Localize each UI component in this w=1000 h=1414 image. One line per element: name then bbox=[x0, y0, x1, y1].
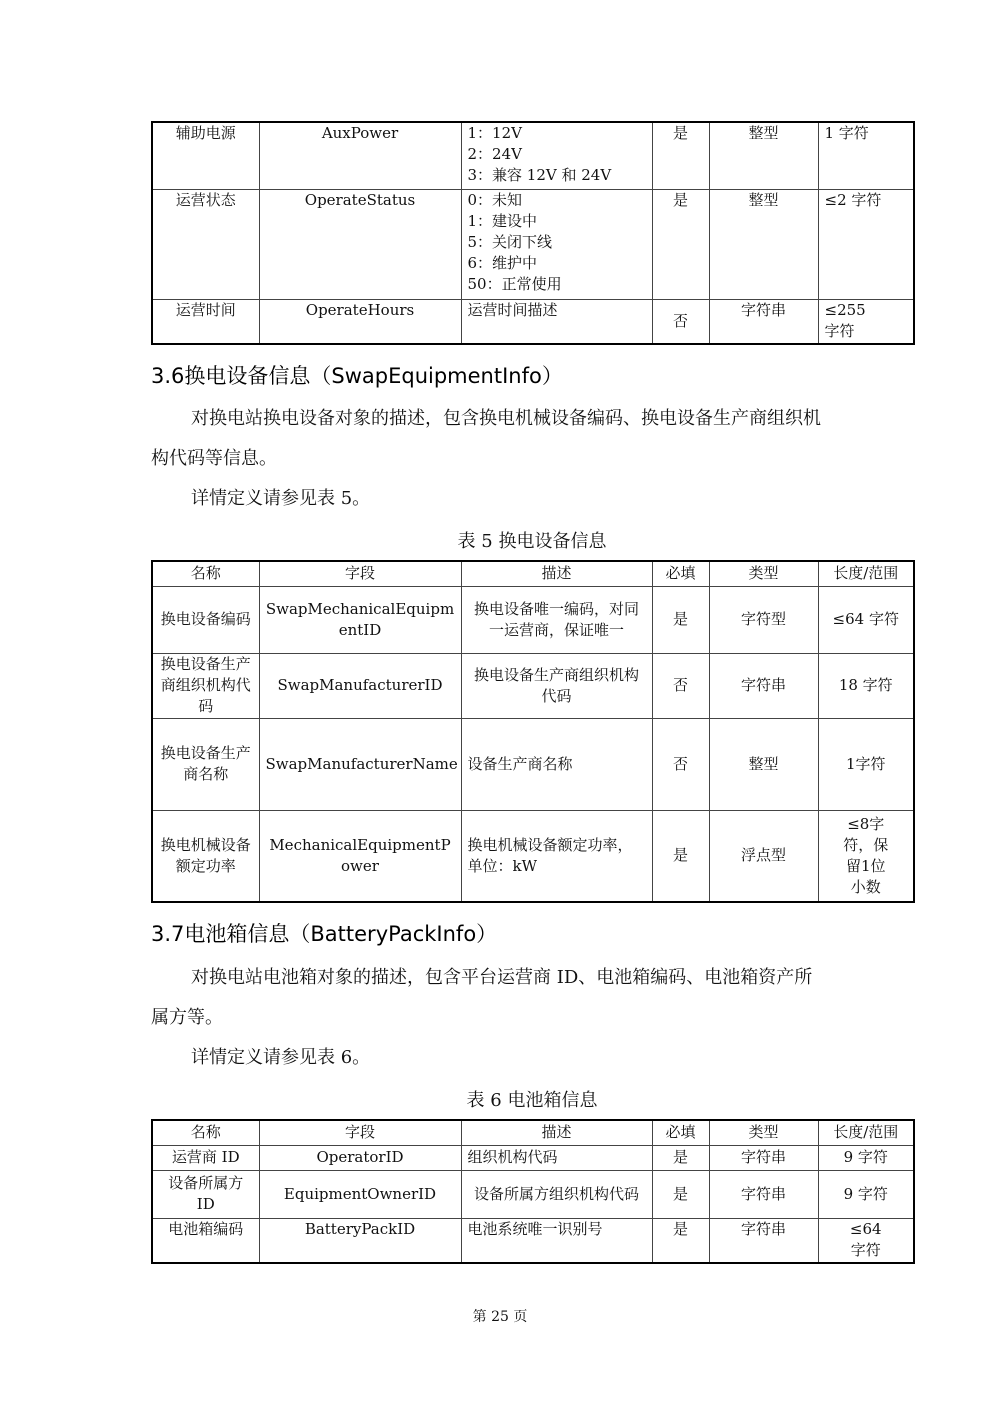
desc-line: 1：12V bbox=[467, 124, 522, 142]
cell-type: 字符型 bbox=[709, 586, 818, 653]
cell-type: 整型 bbox=[709, 122, 818, 189]
cell-type: 整型 bbox=[709, 189, 818, 299]
cell-length: ≤2 字符 bbox=[818, 189, 914, 299]
cell-type: 整型 bbox=[709, 718, 818, 810]
cell-desc: 换电机械设备额定功率，单位：kW bbox=[461, 810, 652, 902]
table-caption: 表 6 电池箱信息 bbox=[466, 1090, 598, 1111]
cell-name: 换电机械设备额定功率 bbox=[152, 810, 259, 902]
desc-line: 1：建设中 bbox=[467, 211, 538, 230]
page-number: 第 25 页 bbox=[472, 1309, 528, 1325]
header-cell: 描述 bbox=[461, 561, 652, 586]
cell-field: AuxPower bbox=[259, 122, 461, 189]
section-heading-3-7: 3.7电池箱信息（BatteryPackInfo） bbox=[151, 922, 498, 946]
table-top bbox=[151, 121, 915, 345]
cell-required: 是 bbox=[652, 1218, 709, 1263]
cell-length: 9 字符 bbox=[818, 1170, 914, 1218]
cell-name: 运营状态 bbox=[152, 189, 259, 299]
cell-type: 字符串 bbox=[709, 653, 818, 718]
cell-type: 字符串 bbox=[709, 1145, 818, 1170]
table-header-row bbox=[152, 1120, 914, 1145]
cell-field: OperateHours bbox=[259, 299, 461, 344]
desc-line: 6：维护中 bbox=[467, 253, 538, 272]
cell-name: 电池箱编码 bbox=[152, 1218, 259, 1263]
cell-required: 是 bbox=[652, 810, 709, 902]
cell-length: 18 字符 bbox=[818, 653, 914, 718]
cell-desc: 电池系统唯一识别号 bbox=[461, 1218, 652, 1263]
cell-field: SwapMechanicalEquipmentID bbox=[259, 586, 461, 653]
table-row bbox=[152, 586, 914, 653]
cell-name: 设备所属方 ID bbox=[152, 1170, 259, 1218]
desc-line: 5：关闭下线 bbox=[467, 232, 553, 251]
header-cell: 名称 bbox=[152, 561, 259, 586]
section-heading-3-6: 3.6换电设备信息（SwapEquipmentInfo） bbox=[151, 364, 563, 388]
cell-required: 否 bbox=[652, 653, 709, 718]
header-cell: 描述 bbox=[461, 1120, 652, 1145]
paragraph-line: 对换电站电池箱对象的描述，包含平台运营商 ID、电池箱编码、电池箱资产所 bbox=[191, 967, 813, 988]
cell-field: OperatorID bbox=[259, 1145, 461, 1170]
table-caption: 表 5 换电设备信息 bbox=[457, 531, 607, 552]
cell-desc: 设备所属方组织机构代码 bbox=[461, 1170, 652, 1218]
header-cell: 类型 bbox=[709, 1120, 818, 1145]
cell-desc: 换电设备唯一编码，对同一运营商，保证唯一 bbox=[461, 586, 652, 653]
cell-type: 字符串 bbox=[709, 1170, 818, 1218]
table-6 bbox=[151, 1119, 915, 1264]
cell-required: 是 bbox=[652, 586, 709, 653]
paragraph-line: 构代码等信息。 bbox=[151, 448, 277, 469]
header-cell: 必填 bbox=[652, 1120, 709, 1145]
table-row bbox=[152, 1145, 914, 1170]
cell-name: 运营时间 bbox=[152, 299, 259, 344]
header-cell: 长度/范围 bbox=[818, 561, 914, 586]
cell-length: ≤64 字符 bbox=[818, 1218, 914, 1263]
cell-length: ≤8字符，保留1位小数 bbox=[818, 810, 914, 902]
cell-name: 运营商 ID bbox=[152, 1145, 259, 1170]
cell-required: 是 bbox=[652, 1170, 709, 1218]
cell-required: 是 bbox=[652, 122, 709, 189]
cell-length: 9 字符 bbox=[818, 1145, 914, 1170]
header-cell: 长度/范围 bbox=[818, 1120, 914, 1145]
desc-line: 0：未知 bbox=[467, 190, 523, 209]
table-5 bbox=[151, 560, 915, 903]
cell-required: 是 bbox=[652, 1145, 709, 1170]
cell-type: 字符串 bbox=[709, 299, 818, 344]
cell-required: 否 bbox=[652, 718, 709, 810]
header-cell: 字段 bbox=[259, 1120, 461, 1145]
cell-required: 是 bbox=[652, 189, 709, 299]
cell-type: 字符串 bbox=[709, 1218, 818, 1263]
table-row bbox=[152, 718, 914, 810]
desc-line: 3：兼容 12V 和 24V bbox=[467, 166, 612, 184]
desc-line: 50：正常使用 bbox=[467, 274, 562, 293]
cell-length: 1 字符 bbox=[818, 122, 914, 189]
cell-name: 辅助电源 bbox=[152, 122, 259, 189]
cell-name: 换电设备编码 bbox=[152, 586, 259, 653]
cell-field: SwapManufacturerID bbox=[259, 653, 461, 718]
header-cell: 类型 bbox=[709, 561, 818, 586]
desc-line: 2：24V bbox=[467, 145, 522, 163]
table-header-row bbox=[152, 561, 914, 586]
cell-required: 否 bbox=[652, 299, 709, 344]
cell-desc: 运营时间描述 bbox=[461, 299, 652, 344]
cell-length: ≤64 字符 bbox=[818, 586, 914, 653]
cell-desc: 换电设备生产商组织机构代码 bbox=[461, 653, 652, 718]
table-row bbox=[152, 122, 914, 189]
cell-length: 1字符 bbox=[818, 718, 914, 810]
cell-desc bbox=[461, 122, 652, 189]
cell-desc: 设备生产商名称 bbox=[461, 718, 652, 810]
cell-field: SwapManufacturerName bbox=[259, 718, 461, 810]
header-cell: 必填 bbox=[652, 561, 709, 586]
table-row bbox=[152, 653, 914, 718]
cell-name: 换电设备生产商组织机构代码 bbox=[152, 653, 259, 718]
cell-field: OperateStatus bbox=[259, 189, 461, 299]
table-row bbox=[152, 299, 914, 344]
table-row bbox=[152, 189, 914, 299]
section-3-7-paragraph bbox=[151, 958, 913, 1078]
cell-name: 换电设备生产商名称 bbox=[152, 718, 259, 810]
cell-length: ≤255 字符 bbox=[818, 299, 914, 344]
table-row bbox=[152, 1170, 914, 1218]
paragraph-line: 属方等。 bbox=[151, 1007, 223, 1028]
cell-desc bbox=[461, 189, 652, 299]
table-row bbox=[152, 810, 914, 902]
table-row bbox=[152, 1218, 914, 1263]
paragraph-line: 详情定义请参见表 5。 bbox=[191, 488, 371, 509]
header-cell: 名称 bbox=[152, 1120, 259, 1145]
cell-desc: 组织机构代码 bbox=[461, 1145, 652, 1170]
cell-type: 浮点型 bbox=[709, 810, 818, 902]
header-cell: 字段 bbox=[259, 561, 461, 586]
paragraph-line: 详情定义请参见表 6。 bbox=[191, 1047, 371, 1068]
paragraph-line: 对换电站换电设备对象的描述，包含换电机械设备编码、换电设备生产商组织机 bbox=[191, 408, 821, 429]
cell-field: MechanicalEquipmentPower bbox=[259, 810, 461, 902]
cell-field: EquipmentOwnerID bbox=[259, 1170, 461, 1218]
cell-field: BatteryPackID bbox=[259, 1218, 461, 1263]
section-3-6-paragraph bbox=[151, 399, 913, 519]
